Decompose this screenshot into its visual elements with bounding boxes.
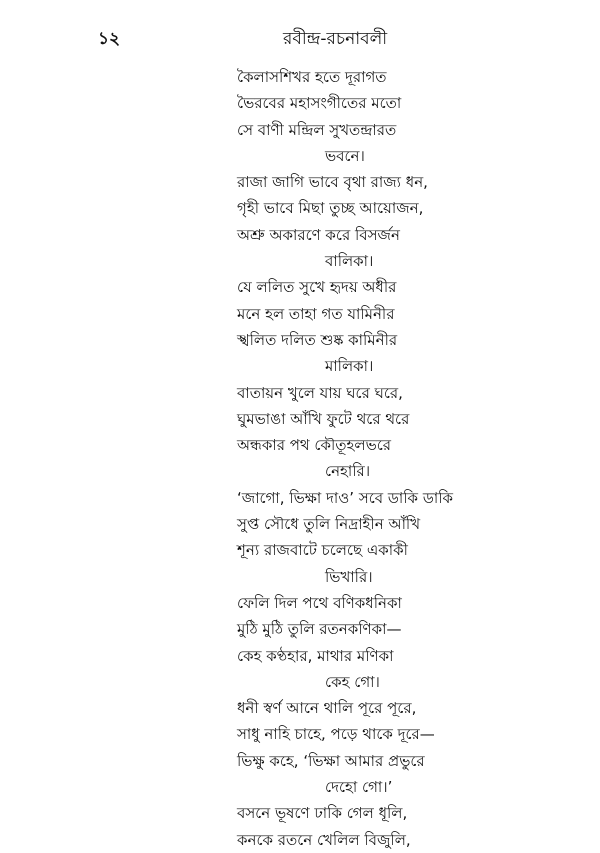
- poem-line: কৈলাসশিখর হতে দূরাগত: [237, 68, 387, 86]
- poem-line: ফেলি দিল পথে বণিকধনিকা: [237, 593, 402, 612]
- poem-line: ঘুমভাঙা আঁখি ফুটে থরে থরে: [237, 409, 410, 428]
- poem-line: কেহ গো।: [325, 672, 380, 691]
- poem-line: দেহো গো।’: [325, 778, 393, 797]
- poem-line: ভবনে।: [325, 146, 365, 165]
- poem-line: অশ্রু অকারণে করে বিসর্জন: [237, 225, 400, 244]
- poem-line: ভিক্ষু কহে, ‘ভিক্ষা আমার প্রভুরে: [237, 751, 425, 770]
- poem-line: নেহারি।: [325, 462, 371, 481]
- running-title: রবীন্দ্র-রচনাবলী: [283, 29, 388, 49]
- poem-line: মনে হল তাহা গত যামিনীর: [237, 304, 395, 323]
- poem-line: রাজা জাগি ভাবে বৃথা রাজ্য ধন,: [237, 173, 428, 192]
- poem-line: ভিখারি।: [325, 567, 373, 586]
- poem-line: অন্ধকার পথ কৌতূহলভরে: [237, 436, 392, 455]
- poem-line: মুঠি মুঠি তুলি রতনকণিকা—: [237, 620, 402, 639]
- poem-line: ভৈরবের মহাসংগীতের মতো: [237, 94, 402, 113]
- poem-line: বাতায়ন খুলে যায় ঘরে ঘরে,: [237, 383, 403, 402]
- poem-body: [237, 64, 453, 853]
- poem-line: সুপ্ত সৌধে তুলি নিদ্রাহীন আঁখি: [237, 515, 421, 534]
- poem-line: কনকে রতনে খেলিল বিজুলি,: [237, 830, 411, 849]
- poem-line: কেহ কণ্ঠহার, মাথার মণিকা: [237, 646, 394, 665]
- poem-line: বালিকা।: [325, 252, 374, 271]
- poem-line: ‘জাগো, ভিক্ষা দাও’ সবে ডাকি ডাকি: [237, 488, 453, 507]
- poem-line: গৃহী ভাবে মিছা তুচ্ছ আয়োজন,: [237, 199, 424, 218]
- page-number: ১২: [98, 29, 121, 49]
- poem-line: বসনে ভূষণে ঢাকি গেল ধূলি,: [237, 804, 408, 823]
- poem-line: স্খলিত দলিত শুষ্ক কামিনীর: [237, 330, 398, 349]
- poem-line: শূন্য রাজবাটে চলেছে একাকী: [237, 541, 408, 560]
- poem-line: মালিকা।: [325, 357, 374, 376]
- poem-line: ধনী স্বর্ণ আনে থালি পূরে পূরে,: [237, 699, 417, 718]
- poem-line: যে ললিত সুখে হৃদয় অধীর: [237, 278, 397, 297]
- poem-line: সে বাণী মন্দ্রিল সুখতন্দ্রারত: [237, 120, 397, 139]
- poem-line: সাধু নাহি চাহে, পড়ে থাকে দূরে—: [237, 725, 435, 744]
